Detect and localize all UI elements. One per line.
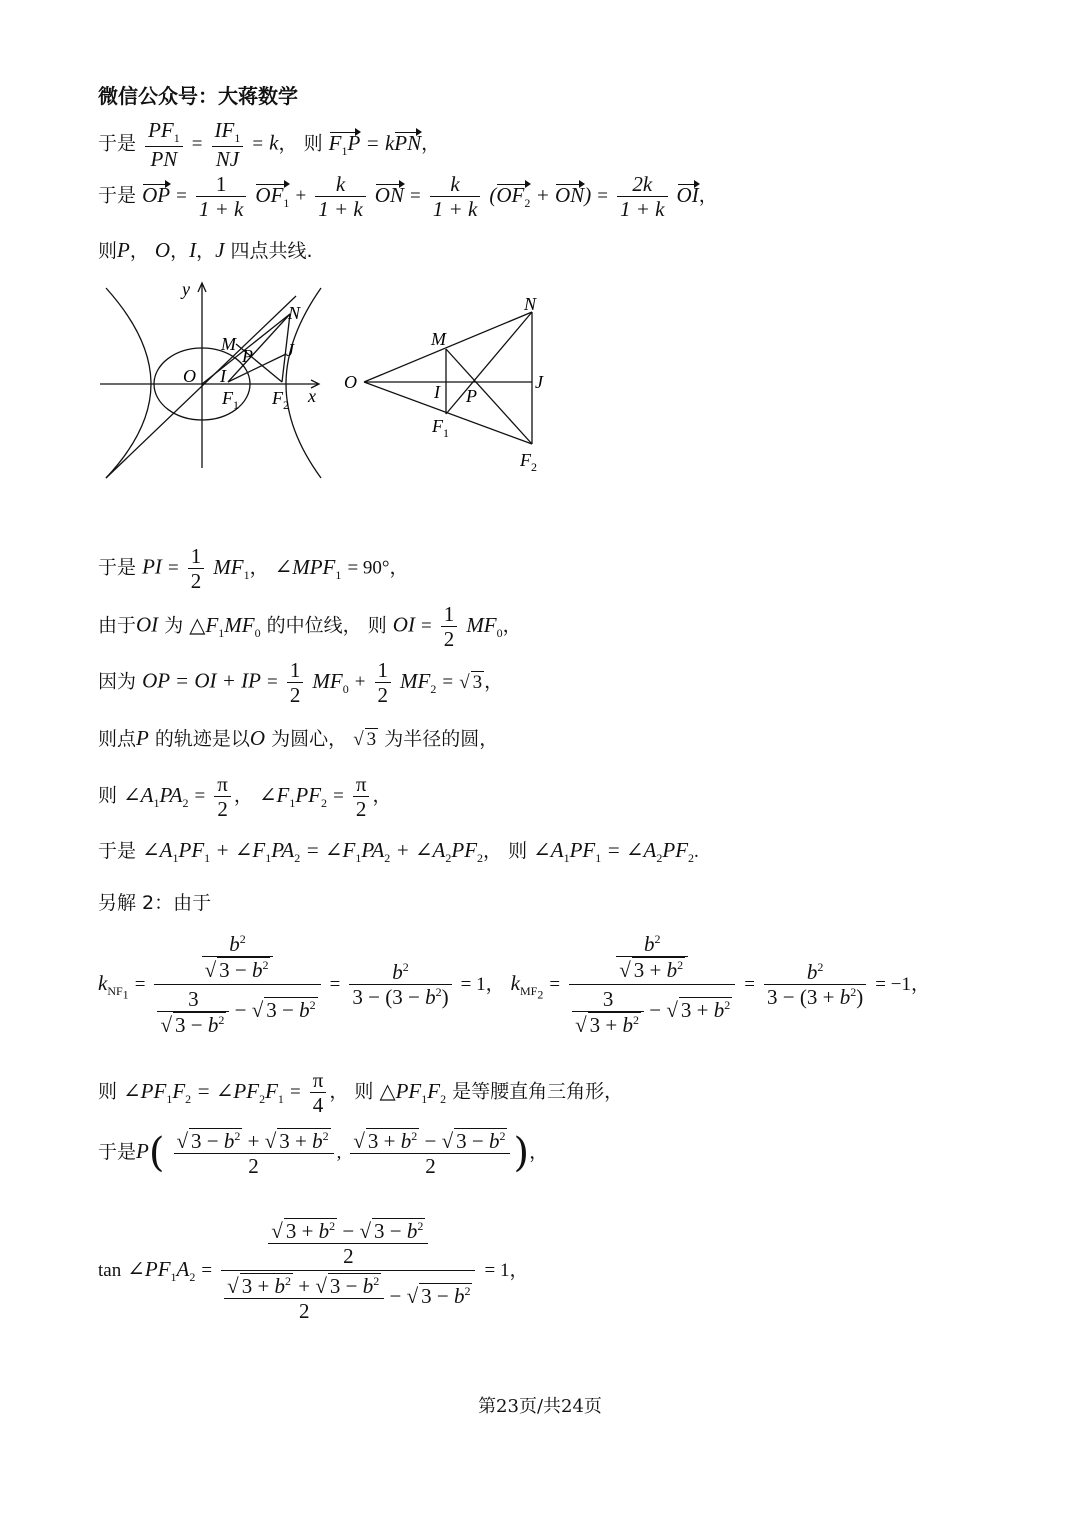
svg-text:F1: $F_1$ xyxy=(432,416,449,440)
alt-solution-heading: 另解 2：由于 xyxy=(98,892,212,914)
svg-text:x: x xyxy=(308,386,316,406)
svg-text:O: O xyxy=(344,372,357,392)
svg-text:O: O xyxy=(183,366,196,386)
equation-ratio-line: 于是 $\frac{PF_1}{PN}$ = $\frac{IF_1}{NJ}$ = k， 则 $F_1P$ = kPN， xyxy=(98,118,441,171)
svg-text:I: I xyxy=(220,366,226,386)
page-header: 微信公众号：大蒋数学 xyxy=(98,84,298,108)
equation-op-line: 于是 OP = $\frac{1}{1 + k}$ $OF_1$ + $\frac{k}{1 + k}$ ON = $\frac{k}{1 + k}$ $(OF_2 + ON)$ = $\frac{2k}{1 + k}$ OI， xyxy=(98,172,718,222)
equation-op-sum-line: 因为 OP = OI + IP = $\frac{1}{2}$ $MF_0$ + $\frac{1}{2}$ $MF_2$ = √ 3 ， xyxy=(98,658,504,708)
page-number: 第23页/共24页 xyxy=(478,1396,602,1417)
svg-text:I: I xyxy=(434,382,440,402)
equation-slopes-line: $k_{NF_1}$ = $\frac{b^2}{√ 3 - b^2}$ $\frac{3}{√ 3 - b^2}$ − √ $3 - b^2$ = $\frac{b^2}{3 - (3 - b^2)}$ = 1， $k_{MF_2}$ = $\frac{b^2}{√ 3 + b^2}$ $\frac{3}{√ 3 + b^2}$ − √ $3 + b^2$ = $\frac{b^2}{3 - (3 + b^2)}$ = −1， xyxy=(98,932,930,1038)
locus-line: 则点P 的轨迹是以O 为圆心， √ 3 为半径的圆， xyxy=(98,726,499,750)
svg-text:M: M xyxy=(221,334,236,354)
isosceles-line: 则 $\angle PF_1F_2$ = $\angle PF_2F_1$ = $\frac{\pi}{4}$ ， 则 $\triangle PF_1F_2$ 是等腰直角三角形， xyxy=(98,1068,624,1118)
svg-text:P: P xyxy=(242,346,253,366)
equation-oi-line: 由于OI 为 $\triangle F_1MF_0$ 的中位线， 则 OI = $\frac{1}{2}$ $MF_0$， xyxy=(98,602,522,652)
equation-angle-line: 则 $\angle A_1PA_2$ = $\frac{\pi}{2}$ ， $\angle F_1PF_2$ = $\frac{\pi}{2}$ ， xyxy=(98,772,392,822)
label-y: y xyxy=(182,279,190,299)
svg-text:M: M xyxy=(431,329,446,349)
equation-pi-line: 于是 PI = $\frac{1}{2}$ $MF_1$， $\angle MPF_1 = 90^\circ$， xyxy=(98,544,409,594)
svg-text:F1: $F_1$ xyxy=(222,388,239,412)
collinear-line: 则P， O，I，J 四点共线. xyxy=(98,238,313,262)
svg-text:F2: $F_2$ xyxy=(272,388,289,412)
svg-text:N: N xyxy=(524,294,537,314)
svg-text:J: J xyxy=(286,340,294,360)
equation-tan-line: $\tan \angle PF_1A_2$ = $\frac{√ 3 + b^2 - √ 3 - b^2}{2}$ $\frac{√ 3 + b^2 + √ 3 - b^2}{2}$ − √ $3 - b^2$ = 1， xyxy=(98,1216,529,1326)
svg-text:F2: $F_2$ xyxy=(520,450,537,472)
hyperbola-ellipse-figure xyxy=(96,278,336,483)
triangle-figure xyxy=(336,292,566,472)
svg-text:J: J xyxy=(535,372,543,392)
point-p-coordinates: 于是P( $\frac{√ 3 - b^2 + √ 3 + b^2}{2}$ , $\frac{√ 3 + b^2 - √ 3 - b^2}{2}$ )， xyxy=(98,1129,549,1179)
svg-text:P: P xyxy=(466,386,477,406)
equation-angle-sum-line: 于是 $\angle A_1PF_1$ + $\angle F_1PA_2$ = $\angle F_1PA_2$ + $\angle A_2PF_2$， 则 $\angle A_1PF_1$ = $\angle A_2PF_2$. xyxy=(98,838,699,866)
svg-text:N: N xyxy=(288,303,301,323)
